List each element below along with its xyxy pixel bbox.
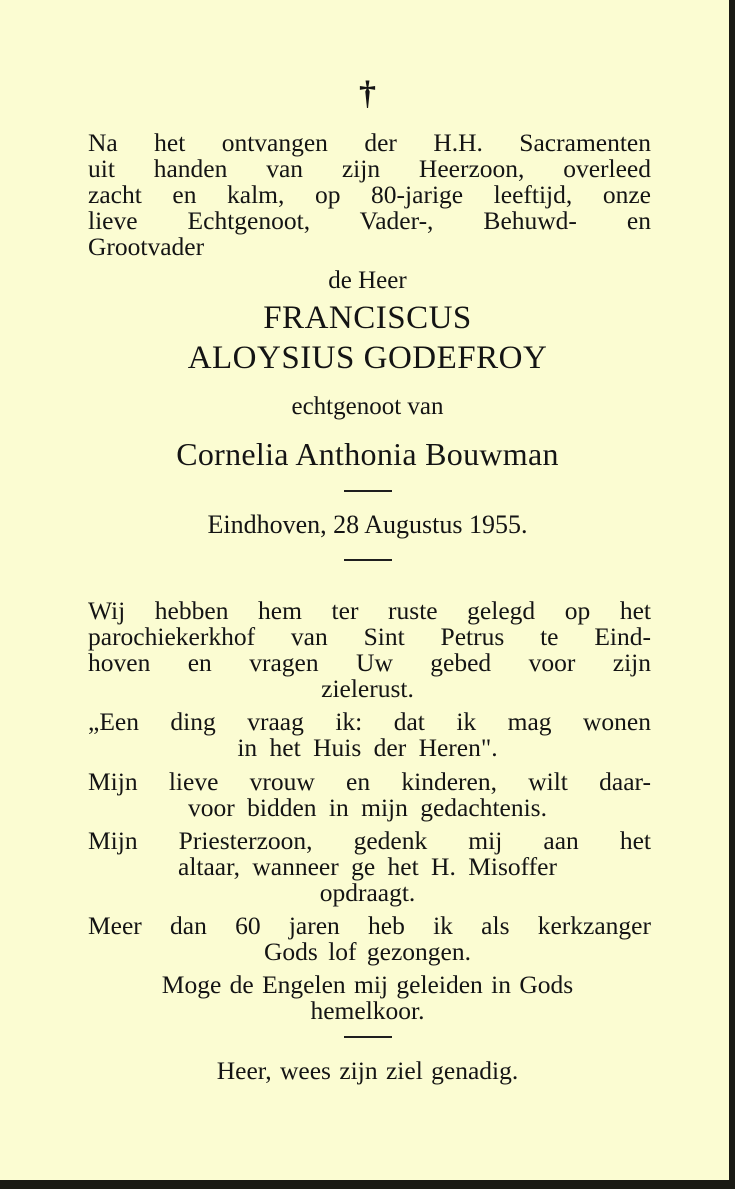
quote-line: „Een ding vraag ik: dat ik mag wonen [88,707,651,736]
singer-paragraph [88,913,651,939]
divider-2 [344,559,392,561]
priest-line-2: altaar, wanneer ge het H. Misoffer [178,852,557,881]
angels-line-1: Moge de Engelen mij geleiden in Gods [161,970,574,999]
intro-line: zacht en kalm, op 80-jarige leeftijd, onze [88,180,651,209]
family-line-2: voor bidden in mijn gedachtenis. [188,793,547,822]
priest-paragraph [88,828,651,854]
deceased-name-first: FRANCISCUS [263,300,472,336]
burial-line: parochiekerkhof van Sint Petrus te Eind- [88,622,651,651]
divider-1 [344,490,392,492]
intro-paragraph [88,130,651,260]
burial-line: hoven en vragen Uw gebed voor zijn [88,648,651,677]
burial-paragraph [88,598,651,676]
deceased-name-second: ALOYSIUS GODEFROY [187,340,548,376]
family-paragraph [88,769,651,795]
place-date: Eindhoven, 28 Augustus 1955. [207,510,528,539]
priest-line-3: opdraagt. [319,878,416,907]
burial-last-line: zielerust. [321,674,414,703]
singer-line: Meer dan 60 jaren heb ik als kerkzanger [88,911,651,940]
angels-line-2: hemelkoor. [310,996,425,1025]
spouse-intro: echtgenoot van [291,393,444,420]
cross-symbol: † [359,75,376,112]
priest-line: Mijn Priesterzoon, gedenk mij aan het [88,826,651,855]
divider-3 [344,1036,392,1038]
closing-prayer: Heer, wees zijn ziel genadig. [216,1056,519,1085]
spouse-name: Cornelia Anthonia Bouwman [176,436,559,472]
burial-line: Wij hebben hem ter ruste gelegd op het [88,596,651,625]
intro-line: Grootvader [88,232,205,261]
intro-line: uit handen van zijn Heerzoon, overleed [88,154,651,183]
quote-line-2: in het Huis der Heren". [237,733,498,762]
family-line: Mijn lieve vrouw en kinderen, wilt daar- [88,767,651,796]
intro-line: lieve Echtgenoot, Vader-, Behuwd- en [88,206,651,235]
intro-line: Na het ontvangen der H.H. Sacramenten [88,128,651,157]
quote-paragraph [88,709,651,735]
honorific: de Heer [328,267,407,294]
singer-line-2: Gods lof gezongen. [264,937,471,966]
